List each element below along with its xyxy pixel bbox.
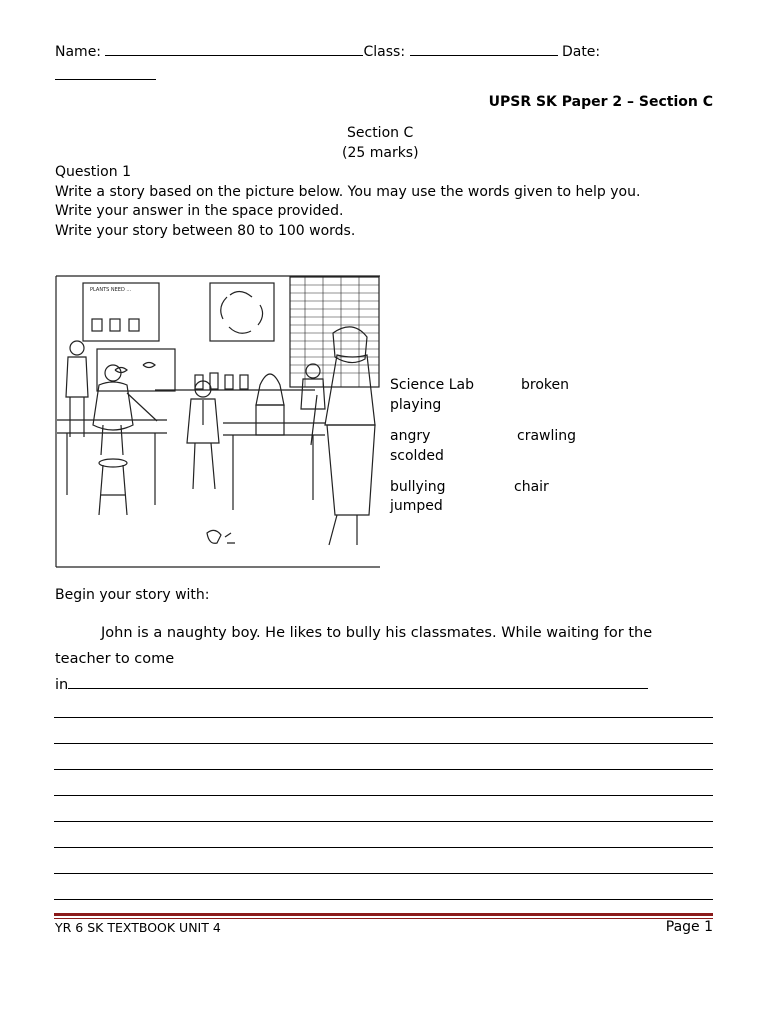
- answer-line[interactable]: [54, 743, 713, 744]
- class-label: Class:: [363, 44, 406, 60]
- instruction-line: Write your story between 80 to 100 words.: [55, 223, 356, 239]
- word-bank-word: scolded: [390, 448, 444, 464]
- word-bank-word: crawling: [517, 428, 577, 444]
- instruction-line: Write a story based on the picture below. You may use the words given to help you.: [55, 184, 641, 200]
- footer-left: YR 6 SK TEXTBOOK UNIT 4: [55, 920, 221, 935]
- word-bank-word: jumped: [390, 498, 443, 514]
- footer-rule: [54, 913, 713, 916]
- begin-label: Begin your story with:: [55, 587, 210, 603]
- word-bank-word: bullying: [390, 479, 446, 495]
- header-row: [55, 42, 600, 60]
- date-label: Date:: [561, 44, 601, 60]
- question-number: Question 1: [55, 164, 131, 180]
- answer-line[interactable]: [54, 795, 713, 796]
- answer-line[interactable]: [68, 677, 648, 689]
- answer-line[interactable]: [54, 821, 713, 822]
- footer-rule-thin: [54, 918, 713, 919]
- answer-line[interactable]: [54, 769, 713, 770]
- word-bank-row-1: [390, 377, 569, 393]
- word-bank-word: angry: [390, 428, 431, 444]
- date-field[interactable]: [55, 63, 156, 80]
- poster-text: PLANTS NEED ...: [90, 287, 132, 293]
- word-bank-word: broken: [521, 377, 569, 393]
- answer-line[interactable]: [54, 873, 713, 874]
- answer-line[interactable]: [54, 717, 713, 718]
- word-bank-word: chair: [514, 479, 549, 495]
- story-opening-line-2: teacher to come: [55, 651, 175, 667]
- class-field[interactable]: [410, 42, 558, 56]
- name-label: Name:: [55, 44, 102, 60]
- word-bank-word: Science Lab: [390, 377, 474, 393]
- science-lab-illustration: [55, 275, 380, 568]
- word-bank-row-3: [390, 479, 549, 495]
- name-field[interactable]: [105, 42, 363, 56]
- answer-line[interactable]: [54, 899, 713, 900]
- instruction-line: Write your answer in the space provided.: [55, 203, 344, 219]
- section-title: Section C: [347, 125, 414, 141]
- story-opening-line-1: John is a naughty boy. He likes to bully his classmates. While waiting for the: [101, 625, 653, 641]
- page-number: Page 1: [665, 919, 713, 935]
- word-bank-row-2: [390, 428, 577, 444]
- word-bank-word: playing: [390, 397, 442, 413]
- paper-title: UPSR SK Paper 2 – Section C: [488, 94, 713, 110]
- section-marks: (25 marks): [342, 145, 419, 161]
- answer-line[interactable]: [54, 847, 713, 848]
- story-opening-line-3: in: [55, 677, 648, 693]
